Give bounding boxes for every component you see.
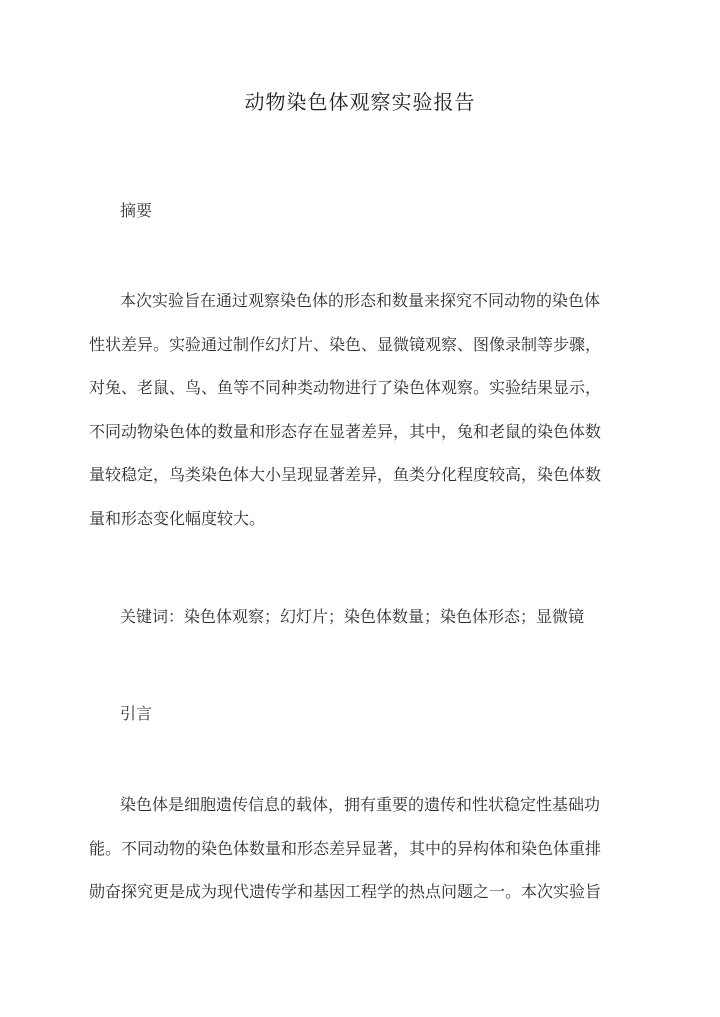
abstract-line: 对兔、老鼠、鸟、鱼等不同种类动物进行了染色体观察。实验结果显示， — [89, 378, 602, 398]
keywords-paragraph — [89, 595, 633, 639]
keywords-line: 关键词：染色体观察；幻灯片；染色体数量；染色体形态；显微镜 — [120, 607, 585, 626]
abstract-paragraph — [89, 279, 633, 541]
introduction-line: 勋奋探究更是成为现代遗传学和基因工程学的热点问题之一。本次实验旨 — [89, 882, 602, 902]
document-title: 动物染色体观察实验报告 — [244, 90, 476, 114]
introduction-heading: 引言 — [120, 704, 153, 723]
abstract-line: 不同动物染色体的数量和形态存在显著差异，其中，兔和老鼠的染色体数 — [89, 421, 602, 441]
abstract-line: 量较稳定，鸟类染色体大小呈现显著差异，鱼类分化程度较高，染色体数 — [89, 465, 602, 485]
abstract-line: 性状差异。实验通过制作幻灯片、染色、显微镜观察、图像录制等步骤， — [89, 334, 602, 354]
introduction-line: 能。不同动物的染色体数量和形态差异显著，其中的异构体和染色体重排 — [89, 838, 602, 858]
abstract-line: 本次实验旨在通过观察染色体的形态和数量来探究不同动物的染色体 — [120, 291, 601, 310]
introduction-paragraph — [89, 783, 633, 914]
abstract-line: 量和形态变化幅度较大。 — [89, 508, 266, 528]
abstract-heading: 摘要 — [120, 201, 153, 220]
introduction-line: 染色体是细胞遗传信息的载体，拥有重要的遗传和性状稳定性基础功 — [120, 795, 601, 814]
